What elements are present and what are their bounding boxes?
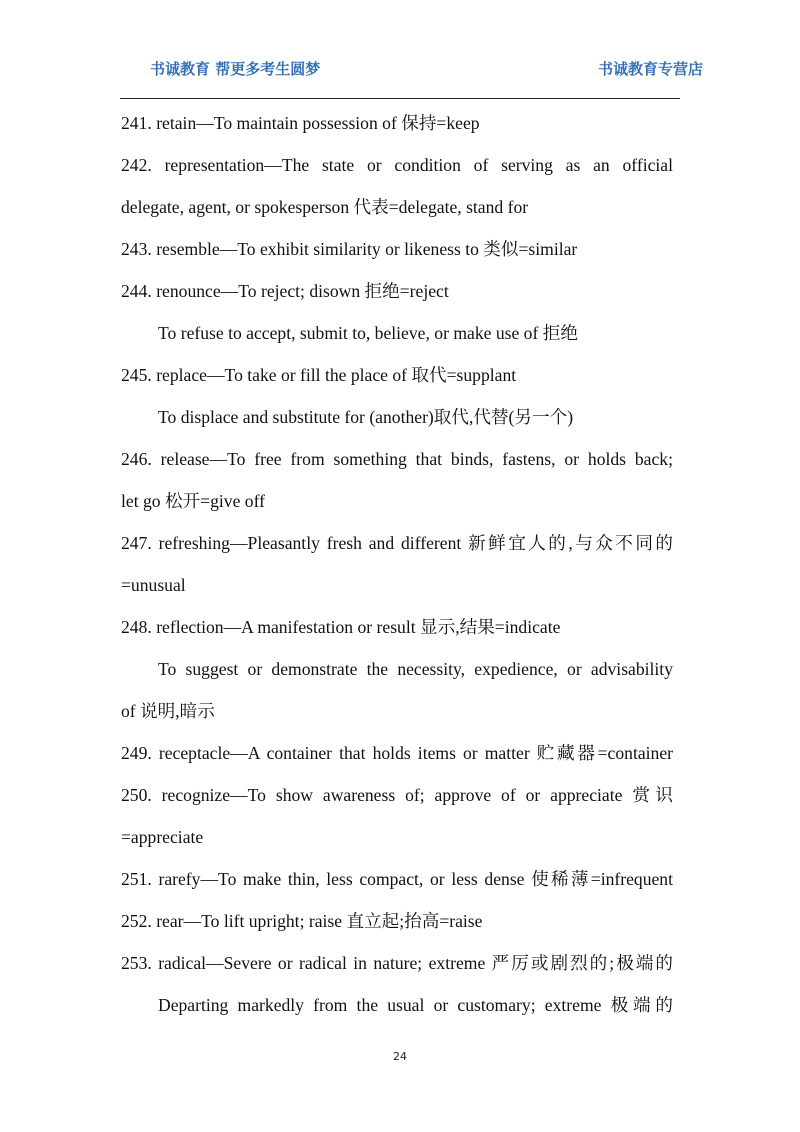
text-line: 250. recognize—To show awareness of; approve of or appreciate 赏识 [121, 785, 673, 805]
text-line: 247. refreshing—Pleasantly fresh and different 新鲜宜人的,与众不同的 [121, 533, 673, 553]
text-line: 243. resemble—To exhibit similarity or likeness to 类似=similar [121, 239, 578, 259]
header-left-text: 书诚教育 帮更多考生圆梦 [150, 60, 321, 78]
text-line: To displace and substitute for (another)取代,代替(另一个) [158, 407, 574, 427]
text-line: 242. representation—The state or condition of serving as an official [121, 155, 673, 175]
text-line: delegate, agent, or spokesperson 代表=delegate, stand for [121, 197, 529, 217]
header-right-text: 书诚教育专营店 [597, 60, 703, 78]
text-line: 245. replace—To take or fill the place of 取代=supplant [121, 365, 517, 385]
page-number: 24 [393, 1050, 407, 1063]
text-line: 246. release—To free from something that binds, fastens, or holds back; [121, 449, 673, 469]
text-line: To suggest or demonstrate the necessity, expedience, or advisability [158, 659, 673, 679]
text-line: 252. rear—To lift upright; raise 直立起;抬高=raise [121, 911, 483, 931]
text-line: To refuse to accept, submit to, believe, or make use of 拒绝 [158, 323, 578, 343]
text-line: 241. retain—To maintain possession of 保持=keep [121, 113, 480, 133]
text-line: =unusual [121, 575, 186, 595]
text-line: 251. rarefy—To make thin, less compact, or less dense 使稀薄=infrequent [121, 869, 673, 889]
text-line: 244. renounce—To reject; disown 拒绝=reject [121, 281, 449, 301]
text-line: of 说明,暗示 [121, 701, 215, 721]
text-line: let go 松开=give off [121, 491, 265, 511]
text-line: 249. receptacle—A container that holds items or matter 贮藏器=container [121, 743, 673, 763]
text-line: 253. radical—Severe or radical in nature; extreme 严厉或剧烈的;极端的 [121, 953, 673, 973]
header-divider [120, 98, 680, 99]
text-line: =appreciate [121, 827, 204, 847]
vocabulary-list [121, 102, 673, 1026]
text-line: Departing markedly from the usual or customary; extreme 极端的 [158, 995, 673, 1015]
text-line: 248. reflection—A manifestation or result 显示,结果=indicate [121, 617, 561, 637]
